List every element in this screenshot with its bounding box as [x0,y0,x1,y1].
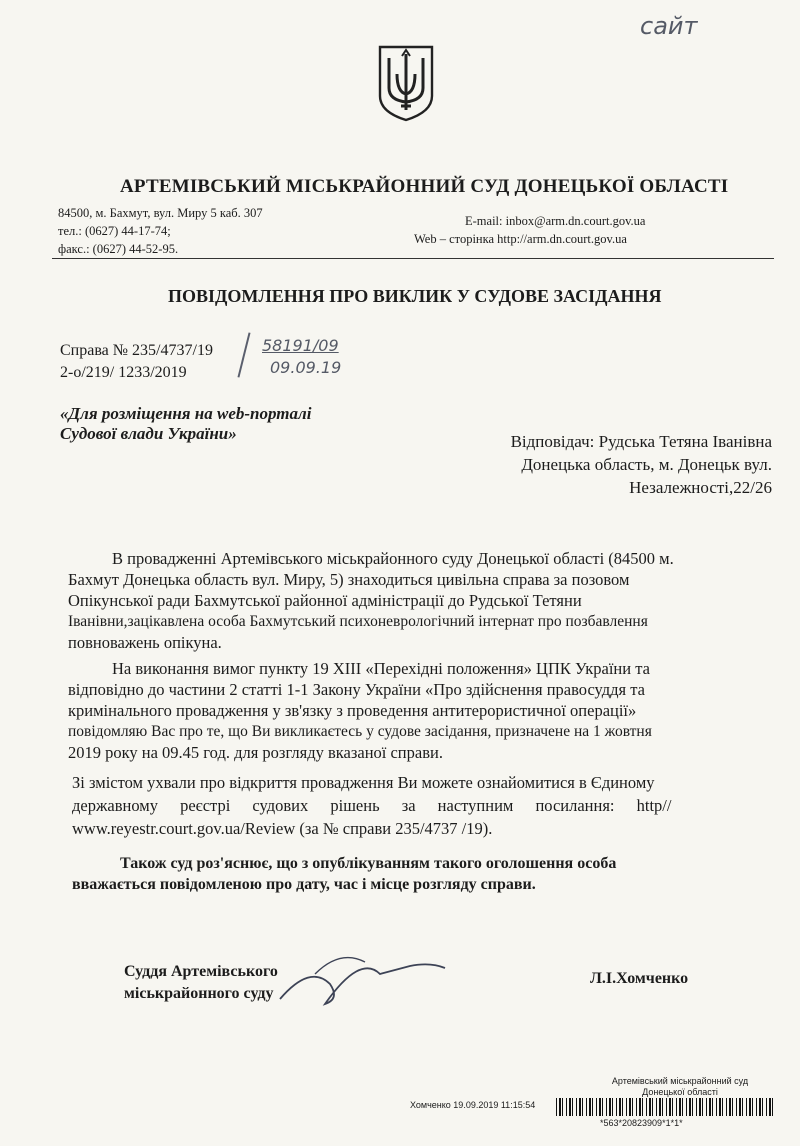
paragraph-2-line-3: кримінального провадження у зв'язку з проведення антитерористичної операції» [68,701,637,720]
judge-title-line2: міськрайонного суду [124,985,274,1002]
court-name: АРТЕМІВСЬКИЙ МІСЬКРАЙОННИЙ СУД ДОНЕЦЬКОЇ ОБЛАСТІ [120,176,729,197]
paragraph-2-line-1: На виконання вимог пункту 19 XIII «Перехідні положення» ЦПК України та [112,659,650,678]
stamp-court-line2: Донецької області [642,1087,718,1097]
barcode-code: *563*20823909*1*1* [600,1118,683,1128]
paragraph-1-line-4: Іванівни,зацікавлена особа Бахмутський психоневрологічний інтернат про позбавлення [68,613,648,630]
paragraph-2-line-2: відповідно до частини 2 статті 1-1 Закону України «Про здійснення правосуддя та [68,680,646,699]
portal-note-line1: «Для розміщення на web-порталі [60,404,312,423]
respondent-address-line1: Донецька область, м. Донецьк вул. [521,455,772,474]
coat-of-arms-icon [377,44,435,122]
handwritten-date: 09.09.19 [270,358,342,377]
paragraph-2-line-5: 2019 року на 09.45 год. для розгляду вказаної справи. [68,743,443,762]
court-website: Web – сторінка http://arm.dn.court.gov.ua [414,232,627,246]
paragraph-3-line-1: Зі змістом ухвали про відкриття провадження Ви можете ознайомитися в Єдиному [72,773,655,792]
judge-signature [270,944,460,1014]
paragraph-4-line-2: вважається повідомленою про дату, час і місце розгляду справи. [72,876,536,893]
court-address: 84500, м. Бахмут, вул. Миру 5 каб. 307 [58,206,263,220]
court-email: E-mail: inbox@arm.dn.court.gov.ua [465,214,646,228]
stamp-court-line1: Артемівський міськрайонний суд [611,1076,749,1086]
respondent-address-line2: Незалежності,22/26 [629,478,772,497]
case-number: Справа № 235/4737/19 [60,342,213,359]
header-divider [52,258,774,259]
paragraph-1-line-1: В провадженні Артемівського міськрайонного суду Донецької області (84500 м. [112,549,674,568]
respondent-name: Відповідач: Рудська Тетяна Іванівна [510,432,772,451]
paragraph-1-line-2: Бахмут Донецька область вул. Миру, 5) знаходиться цивільна справа за позовом [68,570,630,589]
paragraph-3-line-2: державному реєстрі судових рішень за наступним посилання: http// [72,796,672,815]
handwritten-slash [237,332,250,377]
paragraph-1-line-5: повноважень опікуна. [68,633,222,652]
barcode [556,1098,776,1116]
registry-link: www.reyestr.court.gov.ua/Review (за № справи 235/4737 /19). [72,819,493,838]
court-fax: факс.: (0627) 44-52-95. [58,242,179,256]
corner-handwritten-note: сайт [640,12,698,40]
proceeding-number: 2-о/219/ 1233/2019 [60,364,187,381]
judge-name: Л.І.Хомченко [590,970,689,987]
handwritten-reg-number: 58191/09 [262,336,339,355]
judge-title-line1: Суддя Артемівського [124,963,278,980]
notice-title: ПОВІДОМЛЕННЯ ПРО ВИКЛИК У СУДОВЕ ЗАСІДАННЯ [168,286,662,306]
paragraph-2-line-4: повідомляю Вас про те, що Ви викликаєтесь у судове засідання, призначене на 1 жовтня [68,723,652,740]
court-phone: тел.: (0627) 44-17-74; [58,224,171,238]
paragraph-1-line-3: Опікунської ради Бахмутської районної адміністрації до Рудської Тетяни [68,591,582,610]
executor-timestamp: Хомченко 19.09.2019 11:15:54 [410,1100,536,1110]
paragraph-4-line-1: Також суд роз'яснює, що з опублікуванням такого оголошення особа [120,855,617,872]
portal-note-line2: Судової влади України» [60,424,237,443]
